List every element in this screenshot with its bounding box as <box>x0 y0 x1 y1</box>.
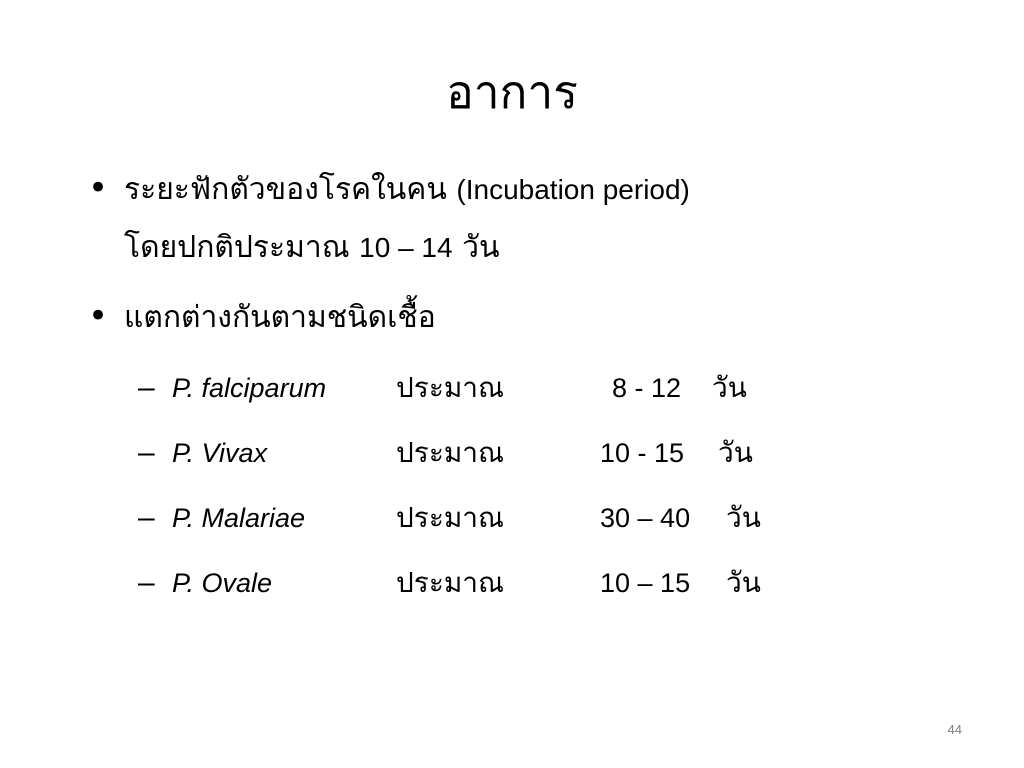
bullet-marker-2: • <box>88 296 109 336</box>
days-range: 10 – 15 <box>600 568 691 598</box>
bullet-1-line-1 <box>124 170 690 210</box>
species-name: P. Malariae <box>172 503 306 533</box>
bullet-marker-1: • <box>88 168 109 208</box>
days-unit: วัน <box>712 371 747 404</box>
incubation-label-thai: ระยะฟักตัวของโรคในคน <box>124 172 447 207</box>
days-unit: วัน <box>726 566 761 599</box>
bullet-2-text: แตกต่างกันตามชนิดเชื้อ <box>124 300 436 335</box>
approx-label: ประมาณ <box>396 436 505 469</box>
usually-approx-label: โดยปกติประมาณ <box>124 230 350 265</box>
approx-label: ประมาณ <box>396 566 505 599</box>
page-number: 44 <box>947 722 962 737</box>
days-unit: วัน <box>718 436 753 469</box>
slide-title: อาการ <box>446 65 578 119</box>
dash-marker: – <box>138 436 155 469</box>
dash-marker: – <box>138 501 155 534</box>
days-unit: วัน <box>726 501 761 534</box>
approx-label: ประมาณ <box>396 371 505 404</box>
incubation-range: 10 – 14 <box>359 232 453 263</box>
days-range: 8 - 12 <box>612 373 682 403</box>
approx-label: ประมาณ <box>396 501 505 534</box>
species-name: P. Vivax <box>172 438 268 468</box>
days-range: 30 – 40 <box>600 503 691 533</box>
days-unit: วัน <box>462 230 500 265</box>
dash-marker: – <box>138 371 155 404</box>
species-name: P. falciparum <box>172 373 327 403</box>
species-name: P. Ovale <box>172 568 273 598</box>
bullet-1-line-2 <box>124 228 499 268</box>
days-range: 10 - 15 <box>600 438 685 468</box>
dash-marker: – <box>138 566 155 599</box>
incubation-label-english: (Incubation period) <box>456 174 690 205</box>
